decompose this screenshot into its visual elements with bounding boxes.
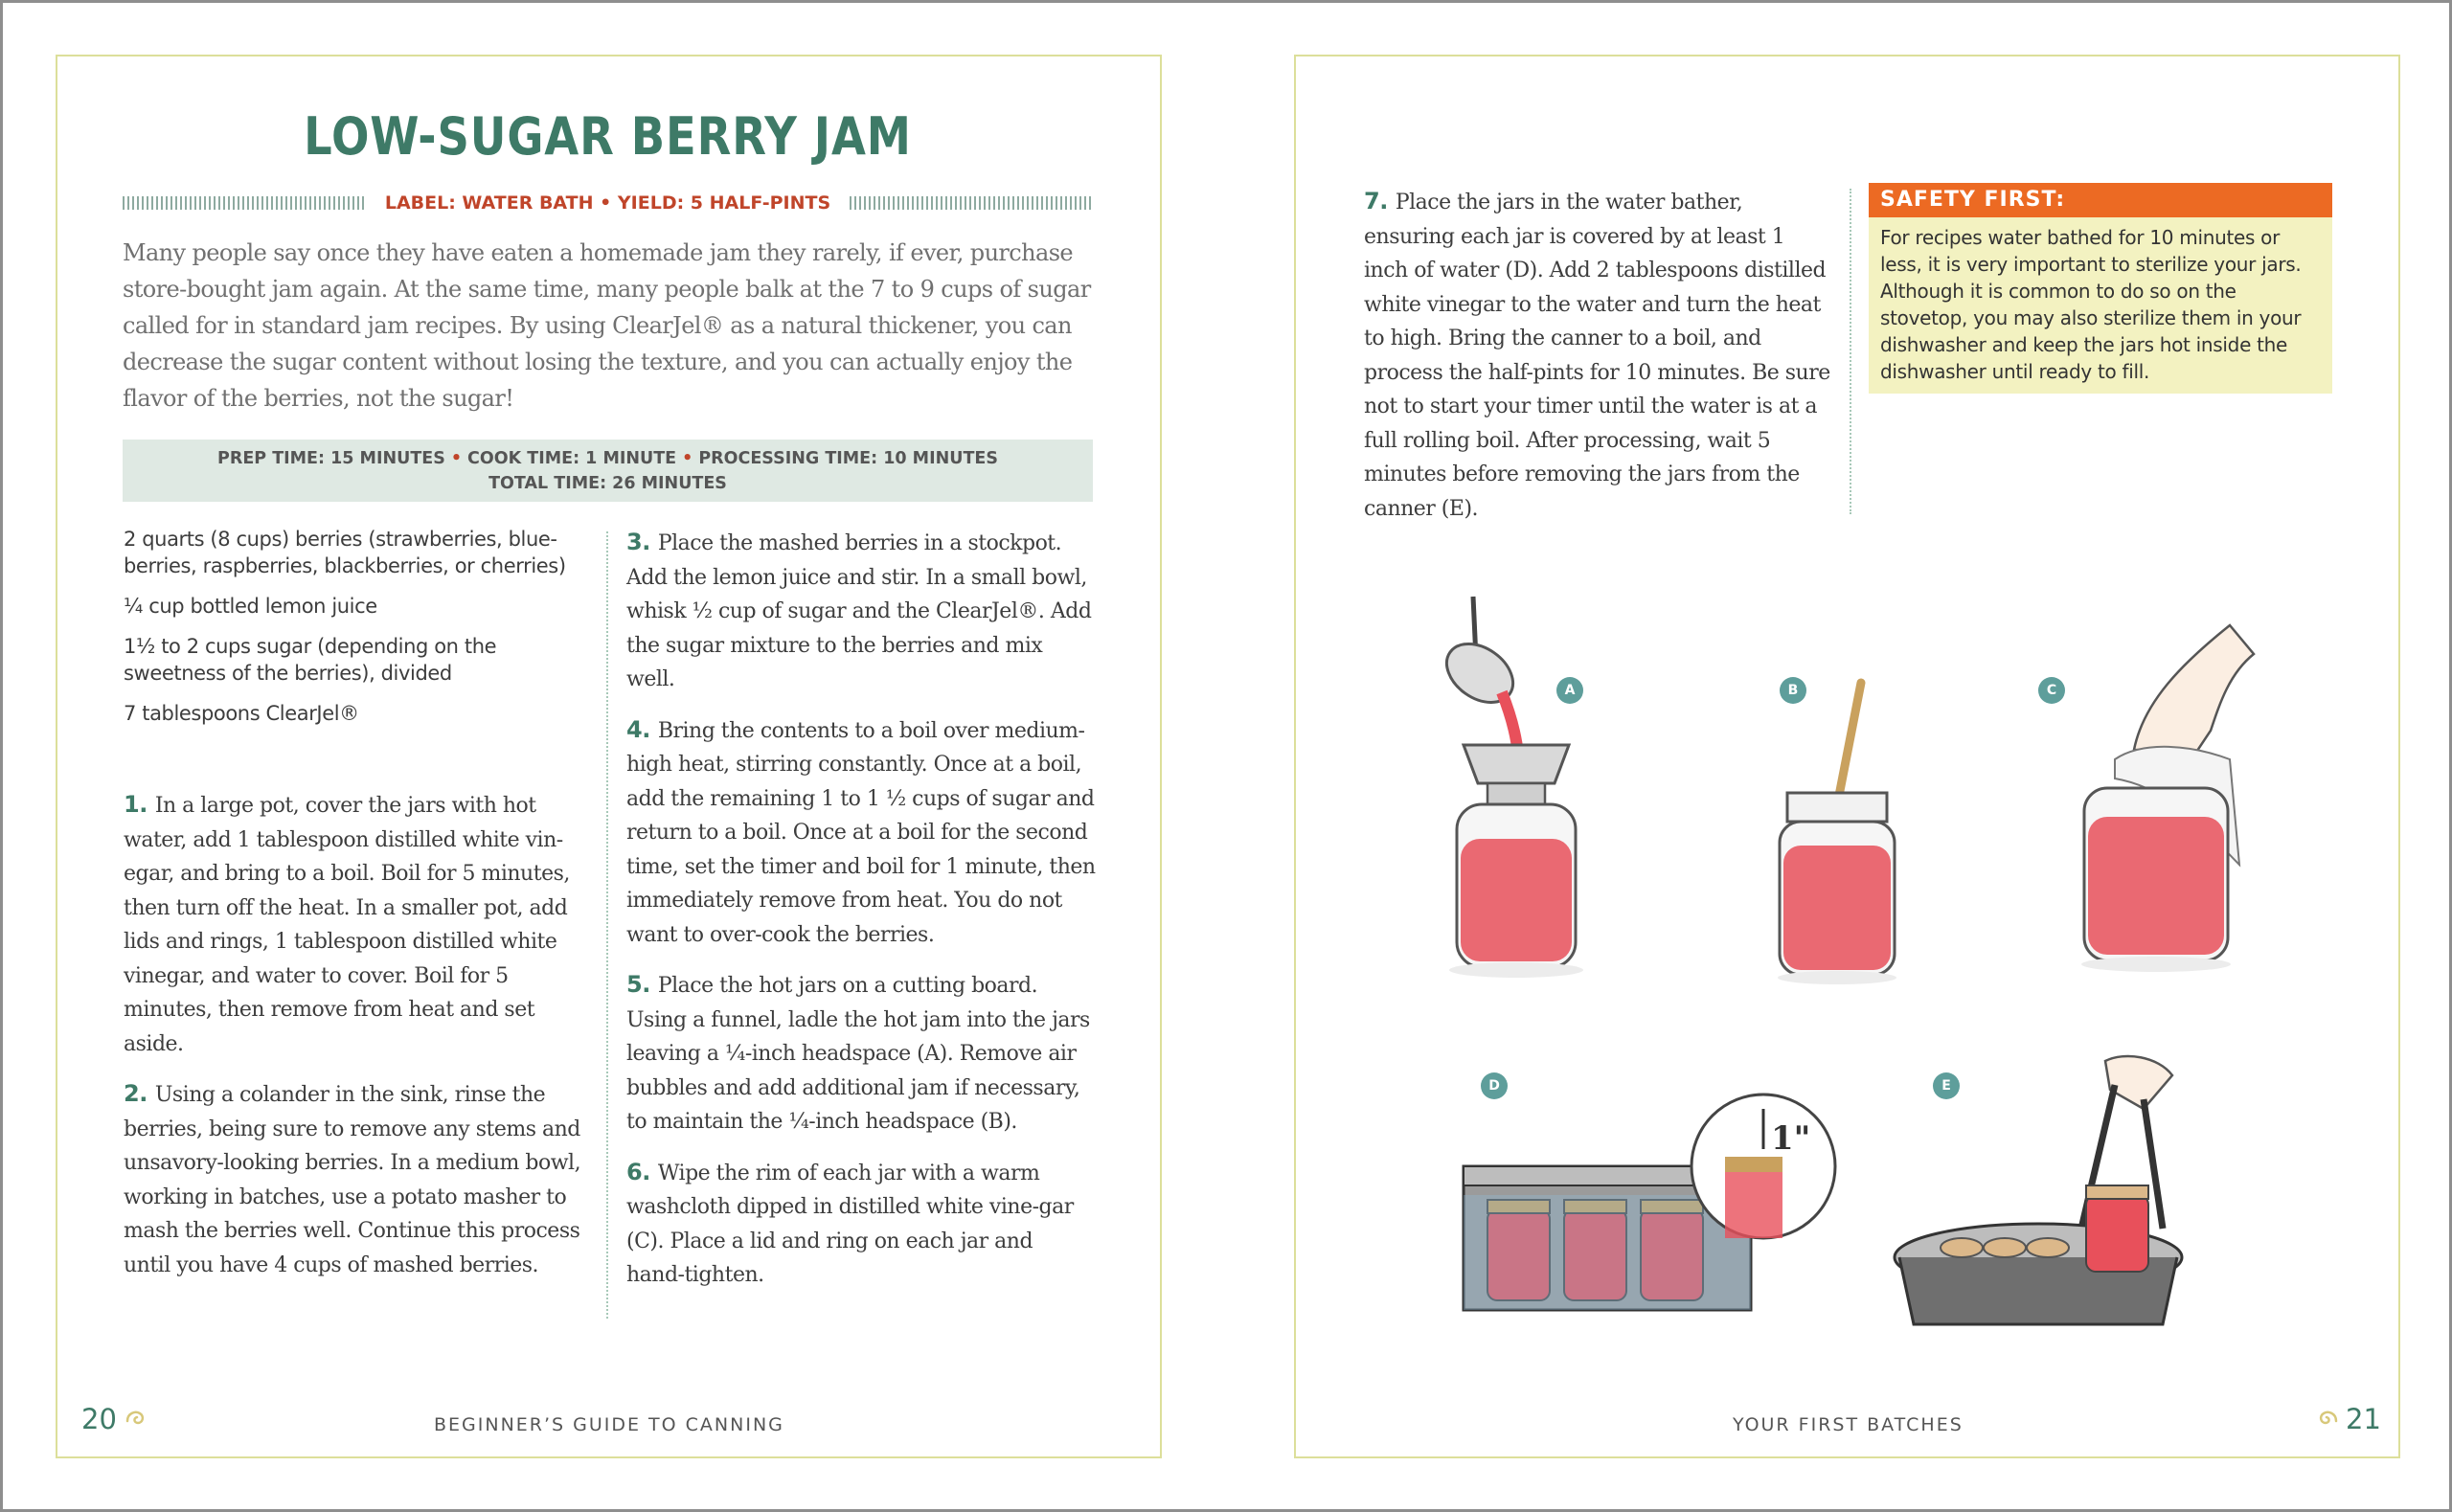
step-4: [626, 713, 1096, 953]
step-number: 4.: [626, 715, 650, 743]
column-step-7: [1364, 185, 1833, 542]
illustration-badge-e: E: [1933, 1072, 1960, 1099]
total-time: TOTAL TIME: 26 MINUTES: [488, 474, 727, 493]
step-text: Using a colander in the sink, rinse the berries, being sure to remove any stems and unsavory-looking berries. In a medium bowl, working in batches, use a potato masher to mash the berries well. Continue this process until you have 4 cups of mashed berries.: [124, 1083, 581, 1277]
hatch-rule-right: [850, 196, 1093, 210]
column-ingredients-steps: [124, 526, 593, 1298]
step-text: Place the jars in the water bather, ensuring each jar is covered by at least 1 inch of water (D). Add 2 tablespoons distilled white vinegar to the water and turn the heat to high. Bring the canner to a boil, and process the half-pints for 10 minutes. Be sure not to start your timer until the water is at a full rolling boil. After processing, wait 5 minutes before removing the jars from the canner (E).: [1364, 191, 1830, 521]
cook-time: COOK TIME: 1 MINUTE: [467, 449, 677, 468]
ingredient-item: ¼ cup bottled lemon juice: [124, 595, 377, 618]
ingredient-item: 7 tablespoons ClearJel®: [124, 702, 359, 725]
illustration-b-headspace: [1770, 673, 1904, 989]
illustration-a-ladling-jam: [1420, 592, 1612, 984]
column-divider: [1850, 189, 1851, 514]
label-yield-line: [123, 189, 1093, 217]
safety-body: For recipes water bathed for 10 minutes or less, it is very important to sterilize your jars. Although it is common to do so on the stovetop, you may also sterilize them in your dishwasher and keep the jars hot inside the dishwasher until ready to fill.: [1880, 226, 2302, 383]
ingredient-item: 2 quarts (8 cups) berries (strawberries, blue-berries, raspberries, blackberries, or cherries): [124, 528, 566, 577]
illustration-badge-d: D: [1481, 1072, 1508, 1099]
illustration-badge-a: A: [1556, 677, 1583, 704]
processing-time: PROCESSING TIME: 10 MINUTES: [698, 449, 998, 468]
step-number: 3.: [626, 529, 650, 555]
step-3: [626, 526, 1096, 697]
swirl-ornament-icon: [124, 1407, 152, 1435]
step-text: Wipe the rim of each jar with a warm washcloth dipped in distilled white vine-gar (C). Place a lid and ring on each jar and hand-tighten.: [626, 1161, 1074, 1287]
column-divider: [606, 531, 608, 1319]
time-separator: •: [450, 449, 463, 468]
step-text: In a large pot, cover the jars with hot water, add 1 tablespoon distilled white vin-egar, and bring to a boil. Boil for 5 minutes, then turn off the heat. In a smaller pot, add lids and rings, 1 tablespoon distilled white vinegar, and water to cover. Boil for 5 minutes, then remove from heat and set aside.: [124, 794, 570, 1056]
time-line-1: [123, 446, 1093, 471]
step-2: [124, 1077, 593, 1282]
label-yield-text: LABEL: WATER BATH • YIELD: 5 HALF-PINTS: [384, 192, 831, 214]
step-number: 2.: [124, 1080, 148, 1107]
step-text: Bring the contents to a boil over medium-high heat, stirring constantly. Once at a boil, add the remaining 1 to 1 ½ cups of sugar and return to a boil. Once at a boil for the second time, set the timer and boil for 1 minute, then immediately remove from heat. You do not want to over-cook the berries.: [626, 718, 1096, 947]
column-steps: [626, 526, 1096, 1309]
step-1: [124, 788, 593, 1061]
prep-time: PREP TIME: 15 MINUTES: [217, 449, 445, 468]
step-text: Place the mashed berries in a stockpot. Add the lemon juice and stir. In a small bowl, whisk ½ cup of sugar and the ClearJel®. Add the sugar mixture to the berries and mix well.: [626, 531, 1092, 691]
measure-label: 1": [1771, 1119, 1811, 1158]
illustration-badge-c: C: [2038, 677, 2065, 704]
illustration-badge-b: B: [1780, 677, 1806, 704]
step-number: 6.: [626, 1158, 650, 1185]
step-text: Place the hot jars on a cutting board. Using a funnel, ladle the hot jam into the jars leaving a ¼-inch headspace (A). Remove air bubbles and add additional jam if necessary, to maintain the ¼-inch headspace (B).: [626, 974, 1090, 1134]
step-number: 1.: [124, 791, 148, 818]
step-5: [626, 968, 1096, 1140]
swirl-ornament-icon: [2311, 1407, 2340, 1435]
illustration-c-wiping-rim: [2077, 616, 2259, 980]
book-spread: [3, 3, 2449, 1509]
page-number-right: 21: [2346, 1403, 2381, 1435]
step-7: [1364, 185, 1833, 526]
ingredient-item: 1½ to 2 cups sugar (depending on the sweetness of the berries), divided: [124, 635, 497, 685]
safety-callout: [1869, 183, 2332, 394]
hatch-rule-left: [123, 196, 366, 210]
page-number-left: 20: [81, 1403, 117, 1435]
running-head-left: BEGINNER’S GUIDE TO CANNING: [434, 1414, 784, 1435]
safety-heading: SAFETY FIRST:: [1869, 183, 2332, 217]
step-number: 7.: [1364, 188, 1388, 214]
step-6: [626, 1156, 1096, 1293]
running-head-right: YOUR FIRST BATCHES: [1733, 1414, 1964, 1435]
time-separator: •: [682, 449, 693, 468]
step-number: 5.: [626, 971, 650, 998]
time-box: [123, 440, 1093, 502]
intro-paragraph: Many people say once they have eaten a homemade jam they rarely, if ever, purchase store-bought jam again. At the same time, many people balk at the 7 to 9 cups of sugar called for in standard jam recipes. By using ClearJel® as a natural thickener, you can decrease the sugar content without losing the texture, and you can actually enjoy the flavor of the berries, not the sugar!: [123, 239, 1091, 412]
recipe-title: LOW-SUGAR BERRY JAM: [304, 106, 912, 167]
